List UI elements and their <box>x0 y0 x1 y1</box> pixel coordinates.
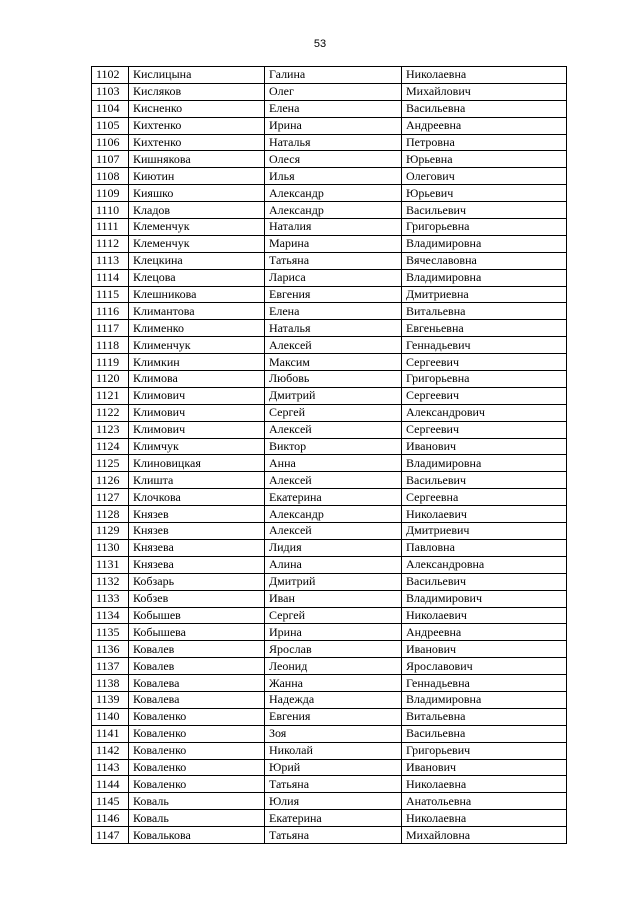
first-name-cell: Максим <box>265 354 402 371</box>
last-name-cell: Князев <box>129 523 265 540</box>
patronymic-cell: Витальевна <box>402 708 567 725</box>
table-row <box>92 810 567 827</box>
table-row <box>92 168 567 185</box>
patronymic-cell: Юрьевич <box>402 185 567 202</box>
last-name-cell: Коваленко <box>129 708 265 725</box>
patronymic-cell: Евгеньевна <box>402 320 567 337</box>
table-row <box>92 691 567 708</box>
last-name-cell: Клецкина <box>129 252 265 269</box>
table-row <box>92 151 567 168</box>
last-name-cell: Кобзев <box>129 590 265 607</box>
patronymic-cell: Павловна <box>402 539 567 556</box>
last-name-cell: Князева <box>129 539 265 556</box>
first-name-cell: Леонид <box>265 658 402 675</box>
patronymic-cell: Иванович <box>402 759 567 776</box>
row-number-cell: 1113 <box>92 252 129 269</box>
patronymic-cell: Васильевна <box>402 725 567 742</box>
table-row <box>92 67 567 84</box>
first-name-cell: Екатерина <box>265 810 402 827</box>
first-name-cell: Анна <box>265 455 402 472</box>
row-number-cell: 1104 <box>92 100 129 117</box>
last-name-cell: Ковалев <box>129 658 265 675</box>
table-row <box>92 235 567 252</box>
patronymic-cell: Олегович <box>402 168 567 185</box>
patronymic-cell: Иванович <box>402 438 567 455</box>
patronymic-cell: Юрьевна <box>402 151 567 168</box>
patronymic-cell: Александрович <box>402 404 567 421</box>
first-name-cell: Лариса <box>265 269 402 286</box>
table-row <box>92 590 567 607</box>
table-row <box>92 624 567 641</box>
row-number-cell: 1118 <box>92 337 129 354</box>
table-row <box>92 725 567 742</box>
row-number-cell: 1134 <box>92 607 129 624</box>
first-name-cell: Юрий <box>265 759 402 776</box>
patronymic-cell: Вячеславовна <box>402 252 567 269</box>
row-number-cell: 1111 <box>92 219 129 236</box>
row-number-cell: 1138 <box>92 675 129 692</box>
last-name-cell: Ковалева <box>129 675 265 692</box>
table-row <box>92 793 567 810</box>
row-number-cell: 1125 <box>92 455 129 472</box>
table-row <box>92 827 567 844</box>
table-row <box>92 658 567 675</box>
table-row <box>92 202 567 219</box>
patronymic-cell: Андреевна <box>402 117 567 134</box>
patronymic-cell: Геннадьевна <box>402 675 567 692</box>
table-row <box>92 539 567 556</box>
table-row <box>92 320 567 337</box>
first-name-cell: Алексей <box>265 337 402 354</box>
patronymic-cell: Петровна <box>402 134 567 151</box>
row-number-cell: 1122 <box>92 404 129 421</box>
table-row <box>92 269 567 286</box>
patronymic-cell: Дмитриевич <box>402 523 567 540</box>
first-name-cell: Сергей <box>265 607 402 624</box>
patronymic-cell: Николаевич <box>402 506 567 523</box>
first-name-cell: Алексей <box>265 523 402 540</box>
first-name-cell: Елена <box>265 303 402 320</box>
first-name-cell: Александр <box>265 506 402 523</box>
last-name-cell: Коваль <box>129 810 265 827</box>
last-name-cell: Коваленко <box>129 759 265 776</box>
table-row <box>92 100 567 117</box>
first-name-cell: Алина <box>265 556 402 573</box>
last-name-cell: Клишта <box>129 472 265 489</box>
first-name-cell: Алексей <box>265 421 402 438</box>
first-name-cell: Татьяна <box>265 827 402 844</box>
last-name-cell: Коваленко <box>129 776 265 793</box>
row-number-cell: 1141 <box>92 725 129 742</box>
first-name-cell: Виктор <box>265 438 402 455</box>
last-name-cell: Князев <box>129 506 265 523</box>
patronymic-cell: Васильевич <box>402 573 567 590</box>
last-name-cell: Кладов <box>129 202 265 219</box>
patronymic-cell: Григорьевич <box>402 742 567 759</box>
row-number-cell: 1133 <box>92 590 129 607</box>
row-number-cell: 1105 <box>92 117 129 134</box>
table-row <box>92 387 567 404</box>
row-number-cell: 1143 <box>92 759 129 776</box>
last-name-cell: Климова <box>129 371 265 388</box>
first-name-cell: Николай <box>265 742 402 759</box>
row-number-cell: 1137 <box>92 658 129 675</box>
row-number-cell: 1107 <box>92 151 129 168</box>
row-number-cell: 1147 <box>92 827 129 844</box>
last-name-cell: Климович <box>129 387 265 404</box>
first-name-cell: Наталья <box>265 134 402 151</box>
last-name-cell: Клочкова <box>129 489 265 506</box>
first-name-cell: Елена <box>265 100 402 117</box>
table-row <box>92 489 567 506</box>
last-name-cell: Кобышев <box>129 607 265 624</box>
row-number-cell: 1106 <box>92 134 129 151</box>
patronymic-cell: Васильевна <box>402 100 567 117</box>
row-number-cell: 1144 <box>92 776 129 793</box>
last-name-cell: Кихтенко <box>129 134 265 151</box>
first-name-cell: Евгения <box>265 286 402 303</box>
row-number-cell: 1140 <box>92 708 129 725</box>
last-name-cell: Ковалева <box>129 691 265 708</box>
first-name-cell: Александр <box>265 185 402 202</box>
row-number-cell: 1126 <box>92 472 129 489</box>
row-number-cell: 1117 <box>92 320 129 337</box>
patronymic-cell: Сергеевич <box>402 421 567 438</box>
first-name-cell: Илья <box>265 168 402 185</box>
last-name-cell: Клеменчук <box>129 235 265 252</box>
table-row <box>92 708 567 725</box>
last-name-cell: Кисненко <box>129 100 265 117</box>
table-row <box>92 117 567 134</box>
table-row <box>92 404 567 421</box>
first-name-cell: Ирина <box>265 624 402 641</box>
table-row <box>92 506 567 523</box>
first-name-cell: Лидия <box>265 539 402 556</box>
patronymic-cell: Сергеевич <box>402 387 567 404</box>
first-name-cell: Татьяна <box>265 252 402 269</box>
first-name-cell: Сергей <box>265 404 402 421</box>
last-name-cell: Коваль <box>129 793 265 810</box>
first-name-cell: Дмитрий <box>265 573 402 590</box>
row-number-cell: 1110 <box>92 202 129 219</box>
patronymic-cell: Владимировна <box>402 235 567 252</box>
row-number-cell: 1128 <box>92 506 129 523</box>
table-row <box>92 83 567 100</box>
row-number-cell: 1116 <box>92 303 129 320</box>
patronymic-cell: Ярославович <box>402 658 567 675</box>
last-name-cell: Клиновицкая <box>129 455 265 472</box>
table-row <box>92 742 567 759</box>
table-row <box>92 607 567 624</box>
table-row <box>92 185 567 202</box>
row-number-cell: 1127 <box>92 489 129 506</box>
first-name-cell: Зоя <box>265 725 402 742</box>
last-name-cell: Клеменчук <box>129 219 265 236</box>
table-row <box>92 759 567 776</box>
first-name-cell: Ярослав <box>265 641 402 658</box>
table-row <box>92 641 567 658</box>
row-number-cell: 1146 <box>92 810 129 827</box>
row-number-cell: 1112 <box>92 235 129 252</box>
last-name-cell: Клешникова <box>129 286 265 303</box>
table-row <box>92 421 567 438</box>
row-number-cell: 1132 <box>92 573 129 590</box>
first-name-cell: Надежда <box>265 691 402 708</box>
last-name-cell: Климович <box>129 421 265 438</box>
patronymic-cell: Витальевна <box>402 303 567 320</box>
row-number-cell: 1129 <box>92 523 129 540</box>
last-name-cell: Клецова <box>129 269 265 286</box>
last-name-cell: Кисляков <box>129 83 265 100</box>
patronymic-cell: Дмитриевна <box>402 286 567 303</box>
patronymic-cell: Сергеевич <box>402 354 567 371</box>
table-row <box>92 252 567 269</box>
first-name-cell: Евгения <box>265 708 402 725</box>
row-number-cell: 1130 <box>92 539 129 556</box>
row-number-cell: 1123 <box>92 421 129 438</box>
row-number-cell: 1135 <box>92 624 129 641</box>
last-name-cell: Климович <box>129 404 265 421</box>
row-number-cell: 1109 <box>92 185 129 202</box>
roster-table <box>91 66 567 844</box>
patronymic-cell: Андреевна <box>402 624 567 641</box>
last-name-cell: Кобышева <box>129 624 265 641</box>
first-name-cell: Жанна <box>265 675 402 692</box>
page-number: 53 <box>313 38 327 50</box>
first-name-cell: Наталия <box>265 219 402 236</box>
first-name-cell: Татьяна <box>265 776 402 793</box>
first-name-cell: Олеся <box>265 151 402 168</box>
first-name-cell: Дмитрий <box>265 387 402 404</box>
last-name-cell: Клименчук <box>129 337 265 354</box>
last-name-cell: Климкин <box>129 354 265 371</box>
table-row <box>92 472 567 489</box>
table-row <box>92 354 567 371</box>
row-number-cell: 1120 <box>92 371 129 388</box>
row-number-cell: 1119 <box>92 354 129 371</box>
last-name-cell: Кихтенко <box>129 117 265 134</box>
first-name-cell: Наталья <box>265 320 402 337</box>
first-name-cell: Любовь <box>265 371 402 388</box>
first-name-cell: Юлия <box>265 793 402 810</box>
first-name-cell: Олег <box>265 83 402 100</box>
patronymic-cell: Николаевна <box>402 67 567 84</box>
patronymic-cell: Владимирович <box>402 590 567 607</box>
row-number-cell: 1124 <box>92 438 129 455</box>
table-row <box>92 219 567 236</box>
first-name-cell: Галина <box>265 67 402 84</box>
patronymic-cell: Иванович <box>402 641 567 658</box>
row-number-cell: 1121 <box>92 387 129 404</box>
first-name-cell: Марина <box>265 235 402 252</box>
table-row <box>92 438 567 455</box>
row-number-cell: 1108 <box>92 168 129 185</box>
row-number-cell: 1131 <box>92 556 129 573</box>
table-row <box>92 523 567 540</box>
patronymic-cell: Владимировна <box>402 691 567 708</box>
patronymic-cell: Владимировна <box>402 269 567 286</box>
table-row <box>92 371 567 388</box>
row-number-cell: 1114 <box>92 269 129 286</box>
patronymic-cell: Григорьевна <box>402 219 567 236</box>
last-name-cell: Коваленко <box>129 725 265 742</box>
row-number-cell: 1136 <box>92 641 129 658</box>
last-name-cell: Климчук <box>129 438 265 455</box>
last-name-cell: Коваленко <box>129 742 265 759</box>
table-row <box>92 573 567 590</box>
table-row <box>92 134 567 151</box>
patronymic-cell: Владимировна <box>402 455 567 472</box>
patronymic-cell: Васильевич <box>402 472 567 489</box>
first-name-cell: Иван <box>265 590 402 607</box>
table-row <box>92 776 567 793</box>
table-row <box>92 303 567 320</box>
patronymic-cell: Михайловна <box>402 827 567 844</box>
roster-body <box>92 67 567 844</box>
last-name-cell: Ковалькова <box>129 827 265 844</box>
patronymic-cell: Сергеевна <box>402 489 567 506</box>
patronymic-cell: Григорьевна <box>402 371 567 388</box>
first-name-cell: Александр <box>265 202 402 219</box>
patronymic-cell: Анатольевна <box>402 793 567 810</box>
table-row <box>92 556 567 573</box>
patronymic-cell: Николаевна <box>402 810 567 827</box>
patronymic-cell: Геннадьевич <box>402 337 567 354</box>
patronymic-cell: Александровна <box>402 556 567 573</box>
row-number-cell: 1102 <box>92 67 129 84</box>
row-number-cell: 1103 <box>92 83 129 100</box>
last-name-cell: Кобзарь <box>129 573 265 590</box>
row-number-cell: 1139 <box>92 691 129 708</box>
patronymic-cell: Николаевич <box>402 607 567 624</box>
last-name-cell: Клименко <box>129 320 265 337</box>
last-name-cell: Кишнякова <box>129 151 265 168</box>
last-name-cell: Ковалев <box>129 641 265 658</box>
patronymic-cell: Михайлович <box>402 83 567 100</box>
row-number-cell: 1145 <box>92 793 129 810</box>
last-name-cell: Кислицына <box>129 67 265 84</box>
row-number-cell: 1142 <box>92 742 129 759</box>
first-name-cell: Алексей <box>265 472 402 489</box>
patronymic-cell: Васильевич <box>402 202 567 219</box>
table-row <box>92 455 567 472</box>
table-row <box>92 286 567 303</box>
first-name-cell: Екатерина <box>265 489 402 506</box>
last-name-cell: Князева <box>129 556 265 573</box>
table-row <box>92 337 567 354</box>
patronymic-cell: Николаевна <box>402 776 567 793</box>
first-name-cell: Ирина <box>265 117 402 134</box>
last-name-cell: Киютин <box>129 168 265 185</box>
table-row <box>92 675 567 692</box>
last-name-cell: Климантова <box>129 303 265 320</box>
last-name-cell: Кияшко <box>129 185 265 202</box>
row-number-cell: 1115 <box>92 286 129 303</box>
